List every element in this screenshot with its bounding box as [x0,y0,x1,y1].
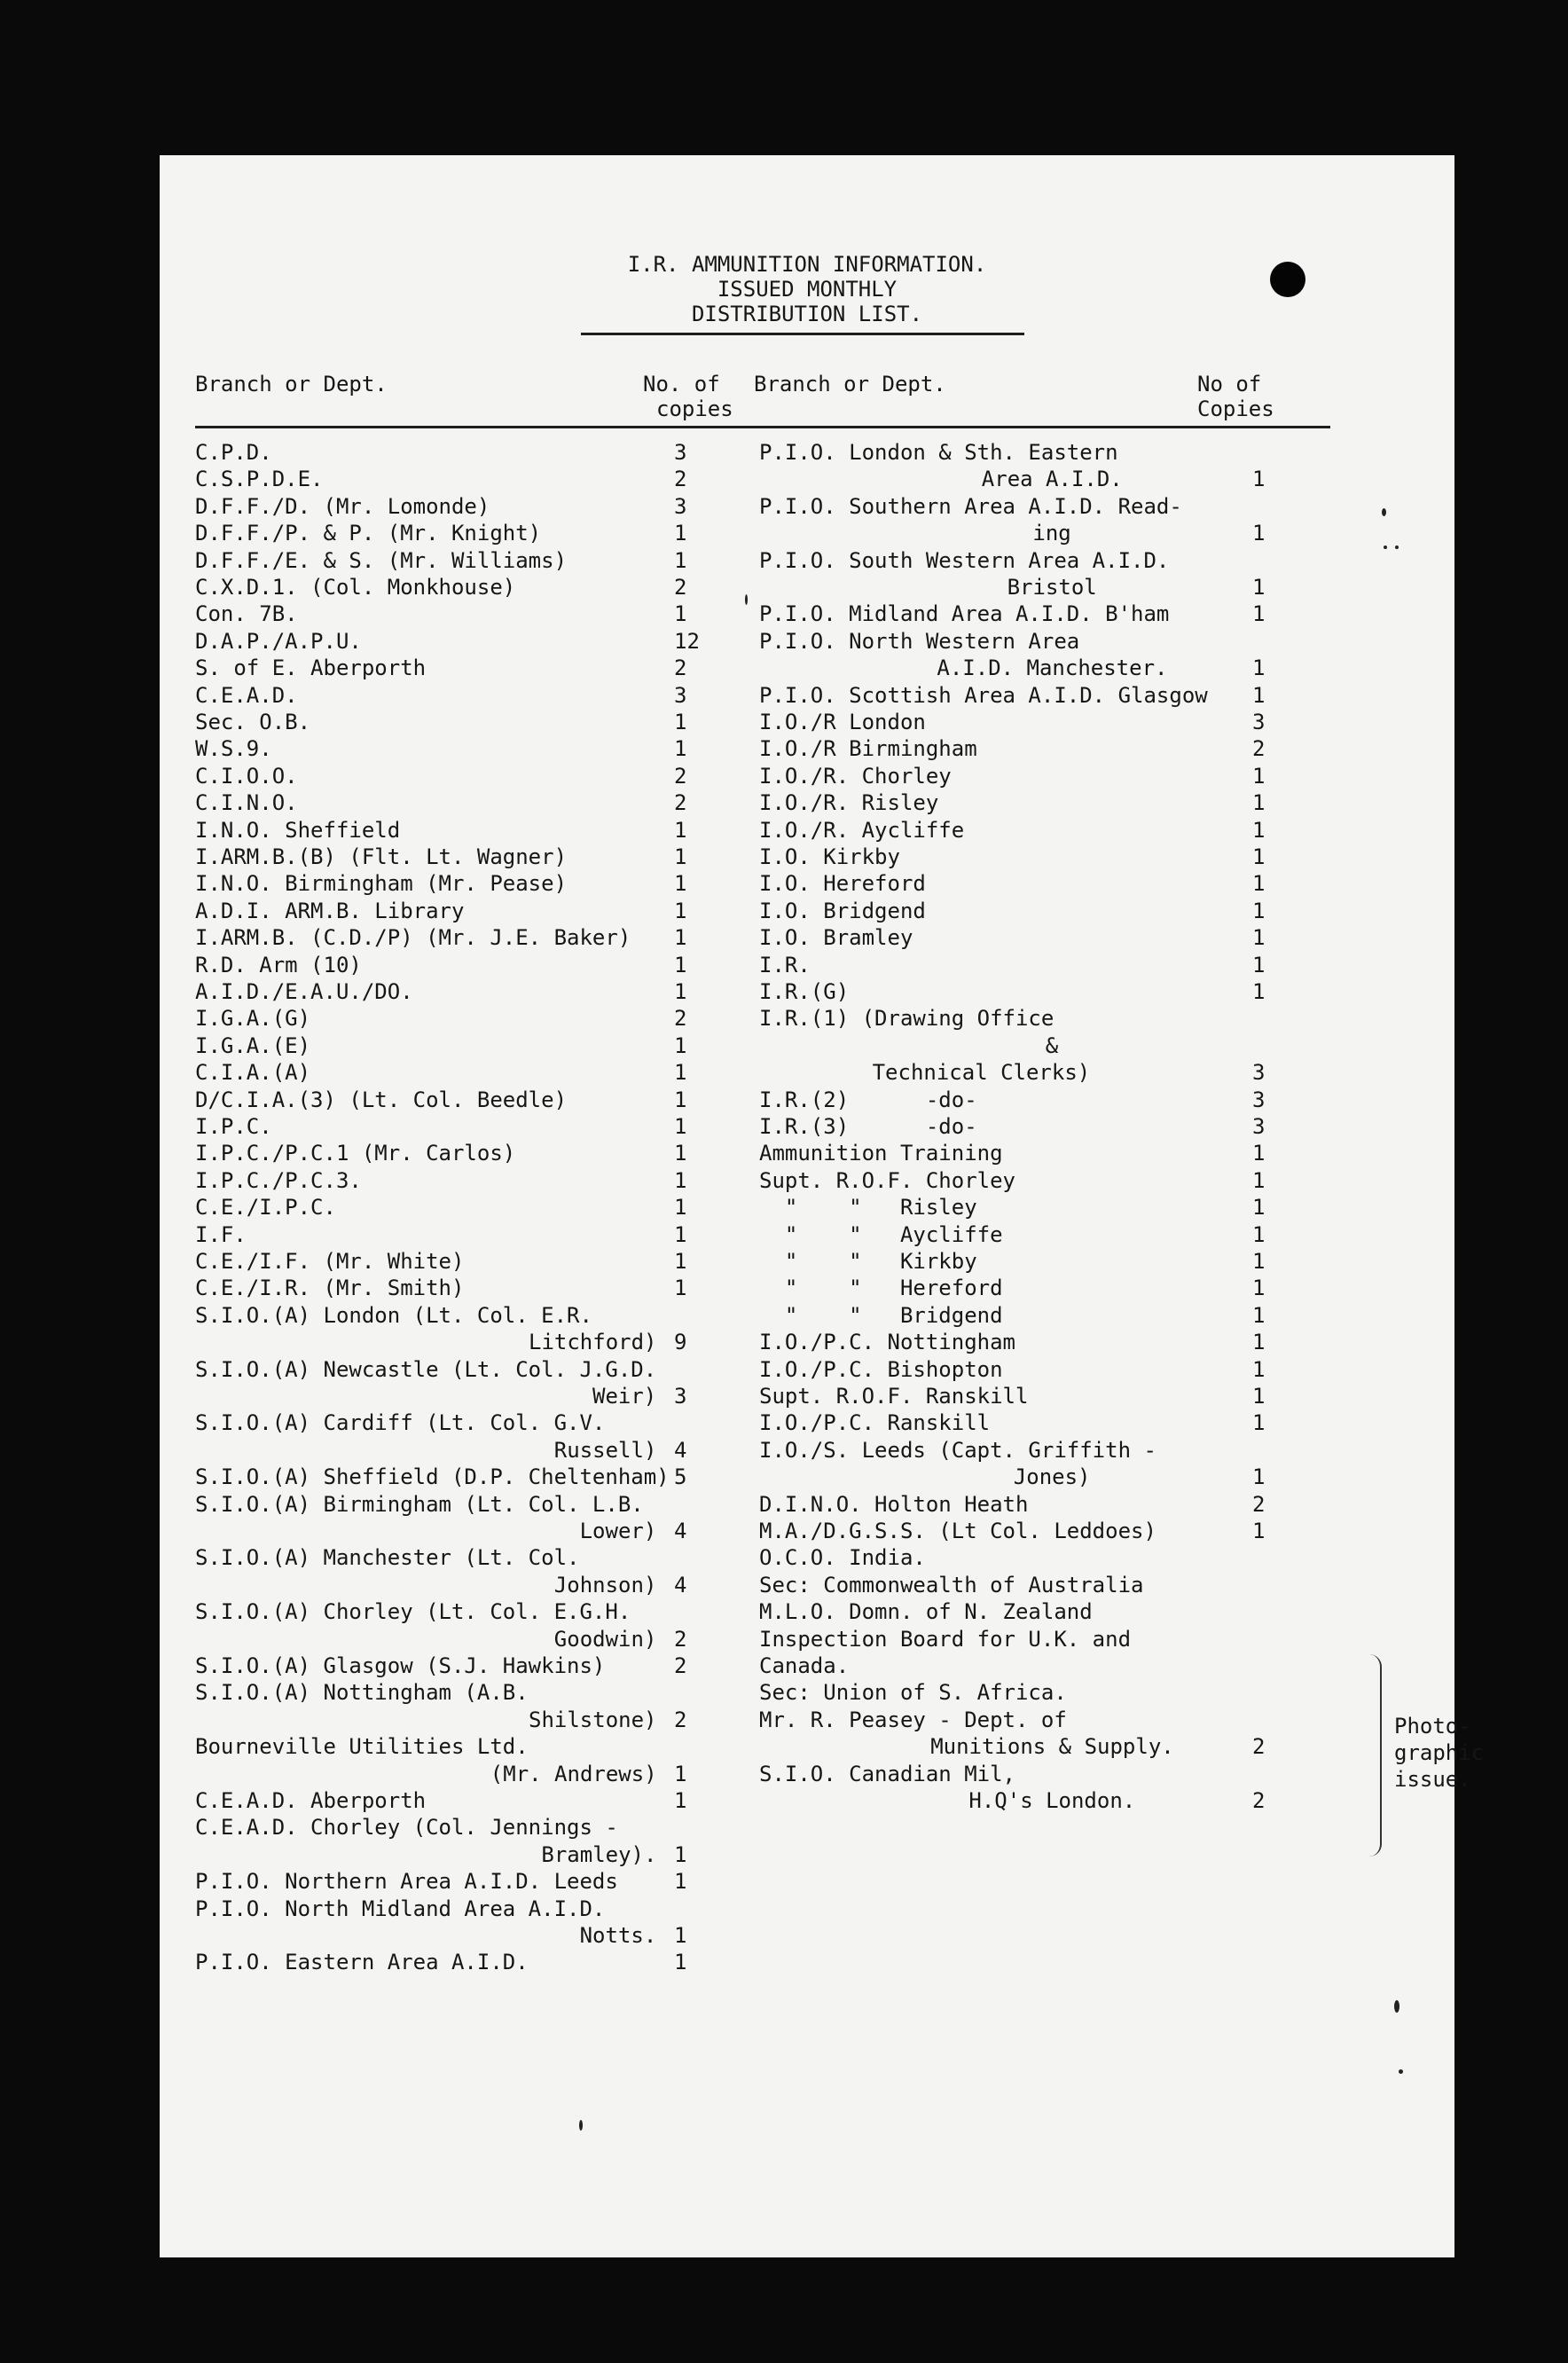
right-entry-name: " " Risley [759,1195,977,1221]
left-entry-copies: 1 [674,601,687,627]
brace-photo-issue [1366,1654,1382,1857]
right-entry-copies: 1 [1252,575,1266,600]
right-entry-name: I.O./S. Leeds (Capt. Griffith - [759,1437,1156,1463]
doc-title-line1: I.R. AMMUNITION INFORMATION. [627,252,987,277]
right-entry-copies: 1 [1252,467,1266,492]
right-entry-name: Sec: Commonwealth of Australia [759,1572,1144,1598]
left-entry-name: S. of E. Aberporth [195,656,427,681]
right-entry-name: I.O./P.C. Bishopton [759,1356,1003,1382]
left-entry-copies: 2 [674,1653,687,1678]
right-copies-header-1: No of [1197,372,1262,396]
right-entry-name: P.I.O. London & Sth. Eastern [759,440,1118,465]
left-entry-copies: 1 [674,844,687,869]
left-entry-name-continued: Bramley). [541,1841,657,1867]
right-entry-name-continued: & [1045,1032,1059,1058]
left-entry-copies: 1 [674,1032,687,1058]
left-entry-name: A.I.D./E.A.U./DO. [195,979,413,1004]
right-entry-copies: 1 [1252,1249,1266,1274]
document-sheet [160,155,1485,2257]
right-entry-name: " " Kirkby [759,1249,977,1274]
right-entry-copies: 1 [1252,1302,1266,1328]
title-underline [581,333,1024,335]
right-entry-name: I.O./R London [759,710,926,734]
left-entry-copies: 2 [674,467,687,492]
right-entry-name: " " Aycliffe [759,1221,1003,1247]
pencil-mark [1382,508,1386,516]
left-entry-copies: 4 [674,1437,687,1463]
left-entry-name: S.I.O.(A) Nottingham (A.B. [195,1680,529,1706]
right-entry-copies: 1 [1252,521,1266,546]
right-entry-name: I.R.(G) [759,979,850,1004]
right-entry-copies: 1 [1252,1356,1266,1382]
left-entry-name-continued: Litchford) [529,1330,657,1355]
left-entry-name: C.I.N.O. [195,790,298,816]
right-entry-copies: 1 [1252,817,1266,843]
left-entry-copies: 1 [674,871,687,897]
left-entry-copies: 2 [674,575,687,600]
left-entry-copies: 1 [674,1950,687,1975]
left-entry-name: C.E.A.D. [195,682,298,708]
right-entry-name: I.R.(3) -do- [759,1114,977,1139]
left-entry-copies: 1 [674,1114,687,1139]
right-entry-name: " " Bridgend [759,1302,1003,1328]
right-entry-name-continued: Area A.I.D. [981,467,1123,492]
right-entry-copies: 1 [1252,1167,1266,1193]
right-entry-copies: 1 [1252,1519,1266,1543]
right-entry-name: P.I.O. Midland Area A.I.D. B'ham [759,601,1170,627]
left-entry-name-continued: Goodwin) [553,1626,657,1652]
left-entry-name-continued: Weir) [592,1384,657,1409]
right-entry-name-continued: Bristol [1007,575,1097,600]
photo-issue-line2: graphic [1394,1740,1485,1765]
right-entry-name: M.L.O. Domn. of N. Zealand [759,1599,1093,1625]
right-entry-name: Sec: Union of S. Africa. [759,1680,1067,1706]
left-entry-copies: 2 [674,790,687,816]
left-entry-copies: 4 [674,1572,687,1598]
right-entry-name-continued: Munitions & Supply. [930,1734,1174,1760]
right-entry-copies: 1 [1252,1141,1266,1166]
right-entry-copies: 1 [1252,844,1266,869]
left-entry-copies: 3 [674,493,687,519]
pencil-mark [1394,2000,1399,2013]
right-entry-copies: 1 [1252,952,1266,977]
right-entry-name: I.O./P.C. Nottingham [759,1330,1015,1355]
right-entry-name: I.O. Bramley [759,925,913,951]
left-entry-copies: 1 [674,1060,687,1086]
right-entry-name: Canada. [759,1653,850,1678]
right-entry-copies: 1 [1252,1410,1266,1436]
right-entry-name-continued: ing [1032,521,1071,546]
left-entry-copies: 1 [674,1221,687,1247]
doc-title-line2: ISSUED MONTHLY [717,277,898,302]
left-entry-name: S.I.O.(A) Glasgow (S.J. Hawkins) [195,1653,606,1678]
left-entry-copies: 1 [674,710,687,734]
left-entry-name: I.P.C./P.C.1 (Mr. Carlos) [195,1141,516,1166]
right-entry-copies: 1 [1252,1221,1266,1247]
right-entry-name: I.O./R. Chorley [759,763,952,789]
right-entry-copies: 1 [1252,898,1266,923]
left-entry-copies: 3 [674,1384,687,1409]
left-entry-copies: 9 [674,1330,687,1355]
left-entry-name: C.E./I.F. (Mr. White) [195,1249,465,1274]
left-entry-name: Sec. O.B. [195,710,311,734]
right-entry-name: I.O./P.C. Ranskill [759,1410,991,1436]
left-entry-copies: 1 [674,521,687,546]
right-entry-name-continued: Jones) [1013,1464,1091,1490]
right-entry-copies: 1 [1252,1195,1266,1221]
left-entry-name: D.F.F./D. (Mr. Lomonde) [195,493,490,519]
right-entry-name: O.C.O. India. [759,1545,926,1571]
left-copies-header-2: copies [656,396,733,421]
left-entry-name: P.I.O. North Midland Area A.I.D. [195,1896,606,1921]
right-entry-name: I.O. Bridgend [759,898,926,923]
left-entry-copies: 1 [674,1167,687,1193]
left-entry-copies: 1 [674,898,687,923]
left-entry-name: I.G.A.(E) [195,1032,311,1058]
left-entry-name-continued: Notts. [579,1923,657,1948]
left-entry-copies: 1 [674,547,687,573]
left-entry-name: S.I.O.(A) Newcastle (Lt. Col. J.G.D. [195,1356,657,1382]
right-entry-copies: 1 [1252,1330,1266,1355]
header-rule [195,426,1330,428]
left-entry-name: P.I.O. Northern Area A.I.D. Leeds [195,1869,618,1895]
left-entry-name: C.I.O.O. [195,763,298,789]
left-entry-copies: 1 [674,817,687,843]
right-entry-copies: 2 [1252,1734,1266,1760]
right-entry-copies: 3 [1252,1087,1266,1112]
right-entry-name-continued: H.Q's London. [968,1788,1136,1813]
left-entry-name-continued: Shilstone) [529,1707,657,1732]
left-entry-copies: 2 [674,1707,687,1732]
left-entry-name: C.E.A.D. Chorley (Col. Jennings - [195,1815,618,1841]
photo-issue-line3: issue. [1394,1767,1471,1792]
left-entry-name: C.S.P.D.E. [195,467,324,492]
left-entry-name: D.A.P./A.P.U. [195,628,362,654]
right-entry-name: I.R. [759,952,811,977]
left-entry-copies: 1 [674,1869,687,1895]
punch-hole [1270,262,1305,297]
right-entry-name: Supt. R.O.F. Ranskill [759,1384,1029,1409]
right-entry-copies: 1 [1252,763,1266,789]
left-entry-name-continued: Russell) [553,1437,657,1463]
right-entry-name: Supt. R.O.F. Chorley [759,1167,1015,1193]
right-entry-copies: 1 [1252,790,1266,816]
doc-title-line3: DISTRIBUTION LIST. [691,302,923,326]
left-entry-copies: 1 [674,1276,687,1301]
photo-issue-line1: Photo- [1394,1714,1471,1739]
left-entry-copies: 2 [674,656,687,681]
left-entry-name: S.I.O.(A) Manchester (Lt. Col. [195,1545,580,1571]
left-entry-name-continued: Lower) [579,1519,657,1543]
left-entry-name: A.D.I. ARM.B. Library [195,898,465,923]
left-entry-copies: 1 [674,1141,687,1166]
right-entry-name-continued: A.I.D. Manchester. [937,656,1168,681]
left-entry-name: Bourneville Utilities Ltd. [195,1734,529,1760]
left-entry-copies: 1 [674,736,687,762]
right-entry-name: P.I.O. Scottish Area A.I.D. Glasgow [759,682,1208,708]
left-entry-copies: 2 [674,763,687,789]
left-entry-copies: 1 [674,1923,687,1948]
right-entry-copies: 1 [1252,979,1266,1004]
right-entry-name: I.O. Hereford [759,871,926,897]
left-entry-copies: 1 [674,952,687,977]
left-entry-copies: 2 [674,1006,687,1032]
right-entry-name: S.I.O. Canadian Mil, [759,1761,1015,1786]
left-entry-name: C.X.D.1. (Col. Monkhouse) [195,575,516,600]
right-entry-copies: 1 [1252,601,1266,627]
left-entry-name: S.I.O.(A) London (Lt. Col. E.R. [195,1302,592,1328]
left-entry-name: I.N.O. Sheffield [195,817,401,843]
left-entry-name: I.ARM.B. (C.D./P) (Mr. J.E. Baker) [195,925,631,951]
left-entry-copies: 3 [674,682,687,708]
right-entry-name: I.O./R Birmingham [759,736,977,762]
left-entry-name-continued: (Mr. Andrews) [490,1761,657,1786]
right-entry-name-continued: Technical Clerks) [872,1060,1091,1086]
pencil-mark [1395,546,1399,549]
left-entry-name: S.I.O.(A) Sheffield (D.P. Cheltenham) [195,1464,670,1490]
right-entry-name: I.R.(2) -do- [759,1087,977,1112]
left-entry-name: C.E./I.P.C. [195,1195,336,1221]
left-entry-name: I.N.O. Birmingham (Mr. Pease) [195,871,568,897]
pencil-mark [579,2120,583,2131]
right-entry-copies: 1 [1252,656,1266,681]
left-entry-name: C.E.A.D. Aberporth [195,1788,427,1813]
right-entry-name: I.O./R. Risley [759,790,939,816]
right-entry-copies: 1 [1252,871,1266,897]
right-entry-copies: 1 [1252,682,1266,708]
left-entry-name: C.I.A.(A) [195,1060,311,1086]
right-entry-copies: 2 [1252,1491,1266,1517]
right-entry-copies: 2 [1252,736,1266,762]
right-entry-copies: 1 [1252,1384,1266,1409]
pencil-mark [1399,2069,1403,2074]
right-entry-name: Ammunition Training [759,1141,1003,1166]
right-entry-name: P.I.O. North Western Area [759,628,1080,654]
left-entry-copies: 1 [674,1761,687,1786]
left-entry-name: D.F.F./P. & P. (Mr. Knight) [195,521,542,546]
left-entry-name: C.E./I.R. (Mr. Smith) [195,1276,465,1301]
left-copies-header-1: No. of [643,372,720,396]
right-entry-name: I.O. Kirkby [759,844,900,869]
left-entry-name: Con. 7B. [195,601,298,627]
left-entry-name-continued: Johnson) [553,1572,657,1598]
right-copies-header-2: Copies [1197,396,1274,421]
left-entry-name: I.ARM.B.(B) (Flt. Lt. Wagner) [195,844,568,869]
left-entry-copies: 4 [674,1519,687,1543]
right-entry-name: " " Hereford [759,1276,1003,1301]
right-entry-name: I.R.(1) (Drawing Office [759,1006,1054,1032]
left-entry-copies: 1 [674,1249,687,1274]
left-entry-copies: 1 [674,1087,687,1112]
left-entry-copies: 1 [674,1788,687,1813]
left-entry-name: I.P.C. [195,1114,272,1139]
right-entry-copies: 3 [1252,1114,1266,1139]
left-entry-name: R.D. Arm (10) [195,952,362,977]
left-entry-copies: 1 [674,1195,687,1221]
right-entry-name: P.I.O. Southern Area A.I.D. Read- [759,493,1182,519]
right-entry-name: D.I.N.O. Holton Heath [759,1491,1029,1517]
left-entry-name: I.G.A.(G) [195,1006,311,1032]
right-entry-name: Mr. R. Peasey - Dept. of [759,1707,1067,1732]
left-entry-name: I.F. [195,1221,247,1247]
right-entry-copies: 3 [1252,710,1266,734]
left-entry-copies: 2 [674,1626,687,1652]
right-entry-name: Inspection Board for U.K. and [759,1626,1132,1652]
left-entry-name: S.I.O.(A) Chorley (Lt. Col. E.G.H. [195,1599,631,1625]
left-entry-copies: 3 [674,440,687,465]
left-entry-name: S.I.O.(A) Birmingham (Lt. Col. L.B. [195,1491,644,1517]
right-entry-copies: 1 [1252,1464,1266,1490]
pencil-mark [745,594,748,605]
right-branch-header: Branch or Dept. [754,372,946,396]
left-entry-copies: 12 [674,628,700,654]
left-entry-name: S.I.O.(A) Cardiff (Lt. Col. G.V. [195,1410,606,1436]
right-entry-name: P.I.O. South Western Area A.I.D. [759,547,1170,573]
pencil-mark [1384,546,1387,549]
right-entry-name: M.A./D.G.S.S. (Lt Col. Leddoes) [759,1519,1156,1543]
left-branch-header: Branch or Dept. [195,372,388,396]
right-entry-name: I.O./R. Aycliffe [759,817,965,843]
right-entry-copies: 1 [1252,925,1266,951]
left-entry-name: D.F.F./E. & S. (Mr. Williams) [195,547,568,573]
left-entry-name: P.I.O. Eastern Area A.I.D. [195,1950,529,1975]
left-entry-name: I.P.C./P.C.3. [195,1167,362,1193]
left-entry-name: D/C.I.A.(3) (Lt. Col. Beedle) [195,1087,568,1112]
left-entry-name: C.P.D. [195,440,272,465]
left-entry-name: W.S.9. [195,736,272,762]
left-entry-copies: 1 [674,979,687,1004]
left-entry-copies: 1 [674,1841,687,1867]
right-entry-copies: 2 [1252,1788,1266,1813]
right-entry-copies: 1 [1252,1276,1266,1301]
left-entry-copies: 1 [674,925,687,951]
right-entry-copies: 3 [1252,1060,1266,1086]
left-entry-copies: 5 [674,1464,687,1490]
